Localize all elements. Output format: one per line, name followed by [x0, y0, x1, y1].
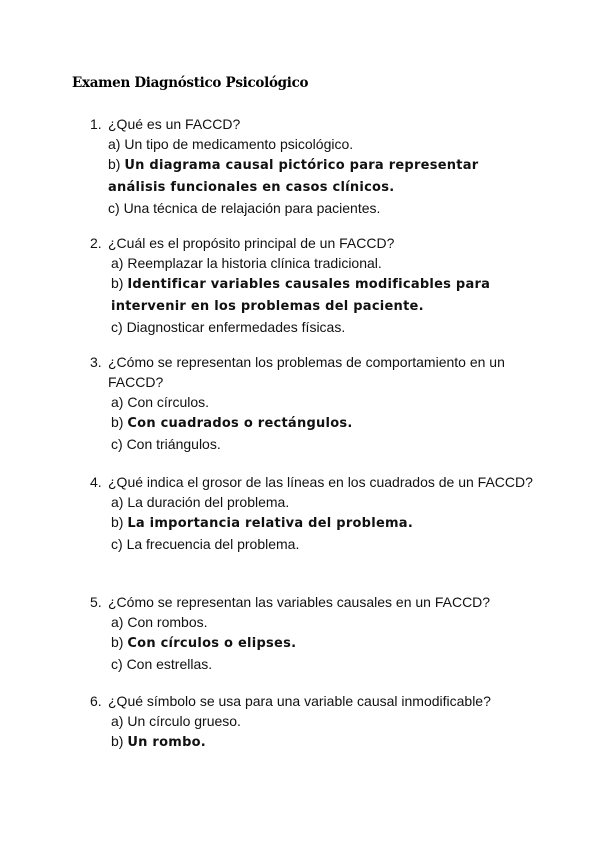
question-3 [90, 352, 538, 454]
answer-option-b-correct [108, 731, 538, 753]
answer-text: Identificar variables causales modificables para intervenir en los problemas del paciente. [111, 277, 491, 314]
question-4 [90, 472, 538, 554]
question-number: 2. [90, 235, 102, 251]
answer-letter: a) [111, 394, 124, 410]
answer-text: Reemplazar la historia clínica tradicional. [127, 255, 382, 271]
answer-text: Un tipo de medicamento psicológico. [124, 136, 354, 152]
question-2 [90, 233, 538, 337]
answer-list [90, 612, 538, 674]
answer-text: Un diagrama causal pictórico para representar análisis funcionales en casos clínicos. [108, 158, 479, 195]
question-text: ¿Cómo se representan las variables causales en un FACCD? [108, 594, 491, 610]
question-number: 3. [90, 354, 102, 370]
question-header [90, 472, 538, 492]
answer-list [90, 134, 538, 218]
answer-text: Con triángulos. [126, 436, 221, 452]
document-title: Examen Diagnóstico Psicológico [72, 75, 309, 91]
question-text: ¿Cómo se representan los problemas de comportamiento en un FACCD? [108, 354, 505, 390]
question-header [90, 114, 538, 134]
answer-text: Diagnosticar enfermedades físicas. [126, 319, 346, 335]
answer-option-b-correct [108, 273, 538, 317]
answer-text: Con estrellas. [126, 656, 213, 672]
answer-text: Un rombo. [127, 735, 206, 750]
answer-list [90, 711, 538, 753]
answer-option-b-correct [108, 412, 538, 434]
question-header [90, 592, 538, 612]
answer-option-c [108, 434, 538, 454]
answer-letter: b) [108, 156, 121, 172]
answer-text: La frecuencia del problema. [126, 536, 300, 552]
answer-letter: a) [111, 713, 124, 729]
answer-letter: c) [108, 200, 120, 216]
answer-text: La duración del problema. [127, 494, 290, 510]
question-header [90, 691, 538, 711]
answer-list [90, 492, 538, 554]
answer-letter: b) [111, 414, 124, 430]
answer-text: Un círculo grueso. [127, 713, 241, 729]
answer-option-a [108, 253, 538, 273]
question-5 [90, 592, 538, 674]
question-number: 1. [90, 116, 102, 132]
question-1 [90, 114, 538, 218]
answer-text: Con rombos. [127, 614, 208, 630]
answer-letter: a) [111, 614, 124, 630]
answer-option-a [108, 711, 538, 731]
answer-option-b-correct [108, 154, 538, 198]
answer-option-c [108, 317, 538, 337]
answer-text: Una técnica de relajación para pacientes. [123, 200, 381, 216]
question-number: 5. [90, 594, 102, 610]
question-text: ¿Qué símbolo se usa para una variable causal inmodificable? [108, 693, 491, 709]
answer-letter: c) [111, 436, 123, 452]
answer-option-b-correct [108, 632, 538, 654]
question-header [90, 233, 538, 253]
answer-text: Con círculos o elipses. [127, 636, 297, 651]
question-number: 6. [90, 693, 102, 709]
answer-option-c [108, 534, 538, 554]
question-number: 4. [90, 474, 102, 490]
answer-list [90, 253, 538, 337]
answer-option-a [108, 612, 538, 632]
answer-letter: c) [111, 319, 123, 335]
answer-letter: c) [111, 656, 123, 672]
question-text: ¿Qué es un FACCD? [108, 116, 241, 132]
answer-letter: a) [111, 494, 124, 510]
answer-option-c [108, 198, 538, 218]
answer-option-a [108, 392, 538, 412]
answer-letter: b) [111, 733, 124, 749]
question-header [90, 352, 538, 392]
question-text: ¿Qué indica el grosor de las líneas en los cuadrados de un FACCD? [108, 474, 533, 490]
answer-letter: a) [111, 255, 124, 271]
answer-letter: b) [111, 634, 124, 650]
answer-text: Con cuadrados o rectángulos. [127, 416, 353, 431]
answer-letter: c) [111, 536, 123, 552]
question-6 [90, 691, 538, 753]
answer-text: Con círculos. [127, 394, 210, 410]
question-text: ¿Cuál es el propósito principal de un FACCD? [108, 235, 395, 251]
answer-option-a [108, 492, 538, 512]
answer-option-b-correct [108, 512, 538, 534]
answer-letter: b) [111, 275, 124, 291]
answer-list [90, 392, 538, 454]
answer-option-a [108, 134, 538, 154]
answer-letter: b) [111, 514, 124, 530]
answer-option-c [108, 654, 538, 674]
answer-letter: a) [108, 136, 121, 152]
answer-text: La importancia relativa del problema. [127, 516, 414, 531]
